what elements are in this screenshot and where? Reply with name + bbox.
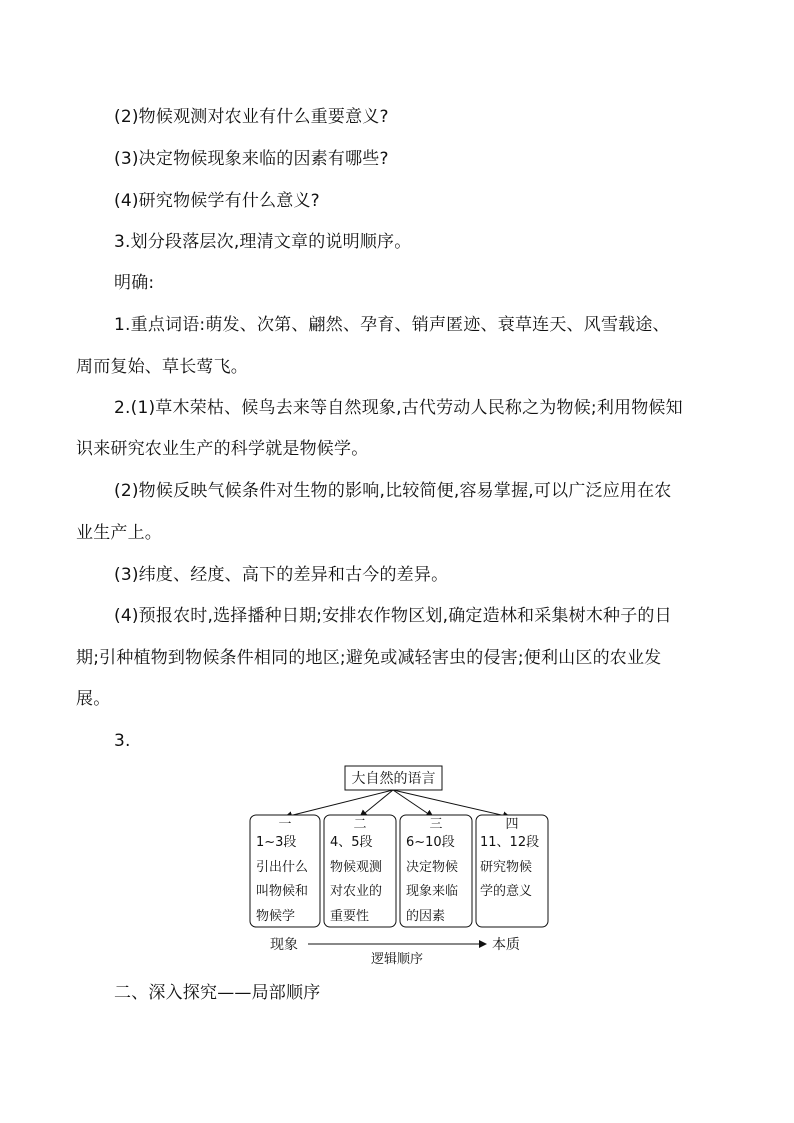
part-text-line: 现象来临 <box>406 884 459 899</box>
part-text-line: 物候观测 <box>330 860 383 875</box>
task-3: 3.划分段落层次,理清文章的说明顺序。 <box>114 232 412 252</box>
part-text-line: 研究物候 <box>480 860 533 875</box>
part-text-line: 对农业的 <box>330 884 383 899</box>
answer-2-4-line-1: (4)预报农时,选择播种日期;安排农作物区划,确定造林和采集树木种子的日 <box>114 606 672 626</box>
part-number: 三 <box>429 817 443 832</box>
part-number: 二 <box>353 817 367 832</box>
axis-caption: 逻辑顺序 <box>370 952 424 967</box>
section-2-heading: 二、深入探究——局部顺序 <box>114 983 321 1003</box>
part-text-line: 物候学 <box>256 909 296 924</box>
part-text-line: 学的意义 <box>480 884 533 899</box>
part-text-line: 11、12段 <box>480 835 540 850</box>
answer-2-4-line-3: 展。 <box>76 689 111 709</box>
part-text-line: 4、5段 <box>330 835 373 850</box>
part-text-line: 引出什么 <box>256 860 309 875</box>
answer-1-line-1: 1.重点词语:萌发、次第、翩然、孕育、销声匿迹、衰草连天、风雪载途、 <box>114 315 670 335</box>
part-text-line: 的因素 <box>406 909 446 924</box>
question-2: (2)物候观测对农业有什么重要意义? <box>114 107 389 127</box>
answer-2-3: (3)纬度、经度、高下的差异和古今的差异。 <box>114 565 449 585</box>
answer-2-1-line-1: 2.(1)草木荣枯、候鸟去来等自然现象,古代劳动人民称之为物候;利用物候知 <box>114 398 683 418</box>
answer-2-2-line-1: (2)物候反映气候条件对生物的影响,比较简便,容易掌握,可以广泛应用在农 <box>114 481 672 501</box>
part-number: 四 <box>505 817 519 832</box>
root-label: 大自然的语言 <box>351 771 436 787</box>
axis-right-label: 本质 <box>492 937 520 953</box>
part-number: 一 <box>278 817 292 832</box>
answer-2-4-line-2: 期;引种植物到物候条件相同的地区;避免或减轻害虫的侵害;便利山区的农业发 <box>76 648 662 668</box>
answer-3-label: 3. <box>114 731 131 751</box>
question-4: (4)研究物候学有什么意义? <box>114 191 320 211</box>
answer-2-1-line-2: 识来研究农业生产的科学就是物候学。 <box>76 439 369 459</box>
answer-1-line-2: 周而复始、草长莺飞。 <box>76 357 248 377</box>
mingque-label: 明确: <box>114 273 155 293</box>
part-text-line: 1~3段 <box>256 835 297 850</box>
part-text-line: 叫物候和 <box>256 884 309 899</box>
axis-left-label: 现象 <box>270 937 298 953</box>
question-3: (3)决定物候现象来临的因素有哪些? <box>114 149 389 169</box>
answer-2-2-line-2: 业生产上。 <box>76 523 162 543</box>
part-text-line: 决定物候 <box>406 860 459 875</box>
branch-arrow <box>393 790 510 817</box>
structure-diagram <box>230 760 560 970</box>
part-text-line: 6~10段 <box>406 835 455 850</box>
branch-arrow <box>393 790 433 817</box>
part-text-line: 重要性 <box>330 909 370 924</box>
